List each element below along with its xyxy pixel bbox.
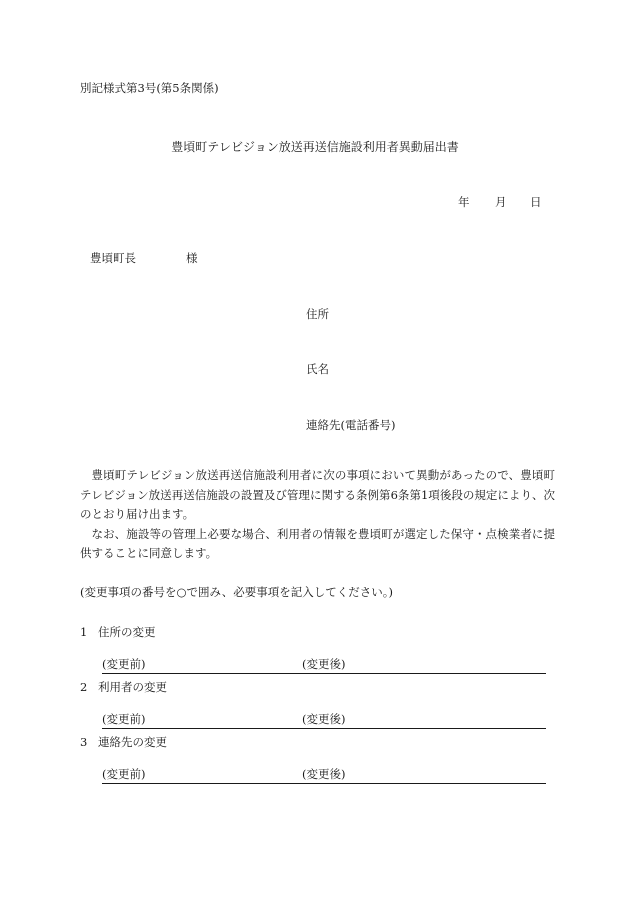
applicant-contact-label: 連絡先(電話番号): [306, 418, 396, 432]
before-label: (変更前): [102, 657, 146, 671]
change-item-address: [80, 624, 156, 640]
change-entry-line-address[interactable]: [102, 657, 546, 674]
item-label: 利用者の変更: [98, 680, 167, 694]
item-number: 3: [80, 735, 88, 749]
addressee-honorific: 様: [186, 251, 198, 265]
change-item-contact: [80, 734, 167, 750]
date-day-label: 日: [530, 195, 542, 209]
form-number-label: 別記様式第3号(第5条関係): [80, 81, 219, 95]
document-title: 豊頃町テレビジョン放送再送信施設利用者異動届出書: [171, 140, 459, 154]
addressee: [90, 250, 198, 266]
date-month-label: 月: [495, 195, 507, 209]
applicant-name-label: 氏名: [306, 362, 329, 376]
before-label: (変更前): [102, 767, 146, 781]
instruction-text: (変更事項の番号を○で囲み、必要事項を記入してください。): [80, 585, 393, 599]
item-number: 1: [80, 625, 88, 639]
change-entry-line-contact[interactable]: [102, 767, 546, 784]
after-label: (変更後): [302, 657, 346, 671]
body-paragraph-2: なお、施設等の管理上必要な場合、利用者の情報を豊頃町が選定した保守・点検業者に提供することに同意します。: [80, 526, 555, 560]
applicant-address-label: 住所: [306, 307, 329, 321]
item-label: 住所の変更: [98, 625, 156, 639]
change-entry-line-user[interactable]: [102, 712, 546, 729]
body-paragraph-1: 豊頃町テレビジョン放送再送信施設利用者に次の事項において異動があったので、豊頃町テレビジョン放送再送信施設の設置及び管理に関する条例第6条第1項後段の規定により、次のとおり届け出ます。: [80, 468, 555, 521]
change-item-user: [80, 679, 167, 695]
item-label: 連絡先の変更: [98, 735, 167, 749]
addressee-name: 豊頃町長: [90, 251, 136, 265]
notification-body: [80, 466, 555, 564]
date-year-label: 年: [458, 195, 470, 209]
before-label: (変更前): [102, 712, 146, 726]
after-label: (変更後): [302, 712, 346, 726]
item-number: 2: [80, 680, 88, 694]
after-label: (変更後): [302, 767, 346, 781]
